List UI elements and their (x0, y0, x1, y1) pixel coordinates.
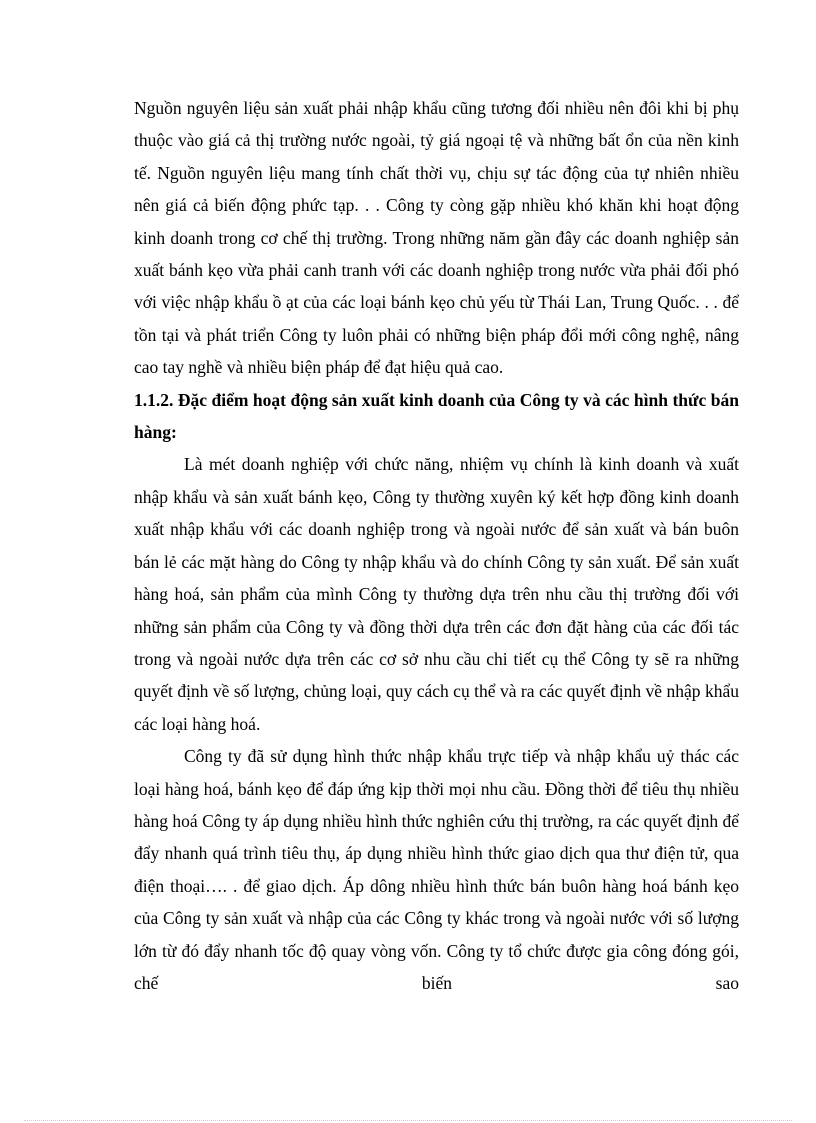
page-bottom-divider (24, 1120, 792, 1121)
document-body (134, 92, 739, 999)
paragraph-business-activities: Là mét doanh nghiệp với chức năng, nhiệm vụ chính là kinh doanh và xuất nhập khẩu và sản xuất bánh kẹo, Công ty thường xuyên ký kết hợp đồng kinh doanh xuất nhập khẩu với các doanh nghiệp trong và ngoài nước để sản xuất và bán buôn bán lẻ các mặt hàng do Công ty nhập khẩu và do chính Công ty sản xuất. Để sản xuất hàng hoá, sản phẩm của mình Công ty thường dựa trên nhu cầu thị trường đối với những sản phẩm của Công ty và đồng thời dựa trên các đơn đặt hàng của các đối tác trong và ngoài nước dựa trên các cơ sở nhu cầu chi tiết cụ thể Công ty sẽ ra những quyết định về số lượng, chủng loại, quy cách cụ thể và ra các quyết định về nhập khẩu các loại hàng hoá. (134, 454, 739, 734)
paragraph-raw-materials: Nguồn nguyên liệu sản xuất phải nhập khẩu cũng tương đối nhiều nên đôi khi bị phụ thuộc vào giá cả thị trường nước ngoài, tỷ giá ngoại tệ và những bất ổn của nền kinh tế. Nguồn nguyên liệu mang tính chất thời vụ, chịu sự tác động của tự nhiên nhiều nên giá cả biến động phức tạp. . . Công ty còng gặp nhiều khó khăn khi hoạt động kinh doanh trong cơ chế thị trường. Trong những năm gần đây các doanh nghiệp sản xuất bánh kẹo vừa phải canh tranh với các doanh nghiệp trong nước vừa phải đối phó với việc nhập khẩu ồ ạt của các loại bánh kẹo chủ yếu từ Thái Lan, Trung Quốc. . . để tồn tại và phát triển Công ty luôn phải có những biện pháp đổi mới công nghệ, nâng cao tay nghề và nhiều biện pháp để đạt hiệu quả cao. (134, 98, 739, 378)
paragraph-sales-forms: Công ty đã sử dụng hình thức nhập khẩu trực tiếp và nhập khẩu uỷ thác các loại hàng hoá, bánh kẹo để đáp ứng kịp thời mọi nhu cầu. Đồng thời để tiêu thụ nhiều hàng hoá Công ty áp dụng nhiều hình thức nghiên cứu thị trường, ra các quyết định để đẩy nhanh quá trình tiêu thụ, áp dụng nhiều hình thức giao dịch qua thư điện tử, qua điện thoại…. . để giao dịch. Áp dông nhiều hình thức bán buôn hàng hoá bánh kẹo của Công ty sản xuất và nhập của các Công ty khác trong và ngoài nước với số lượng lớn từ đó đẩy nhanh tốc độ quay vòng vốn. Công ty tổ chức được gia công đóng gói, chế biến sao (134, 746, 739, 993)
section-heading: 1.1.2. Đặc điểm hoạt động sản xuất kinh doanh của Công ty và các hình thức bán hàng: (134, 389, 739, 443)
